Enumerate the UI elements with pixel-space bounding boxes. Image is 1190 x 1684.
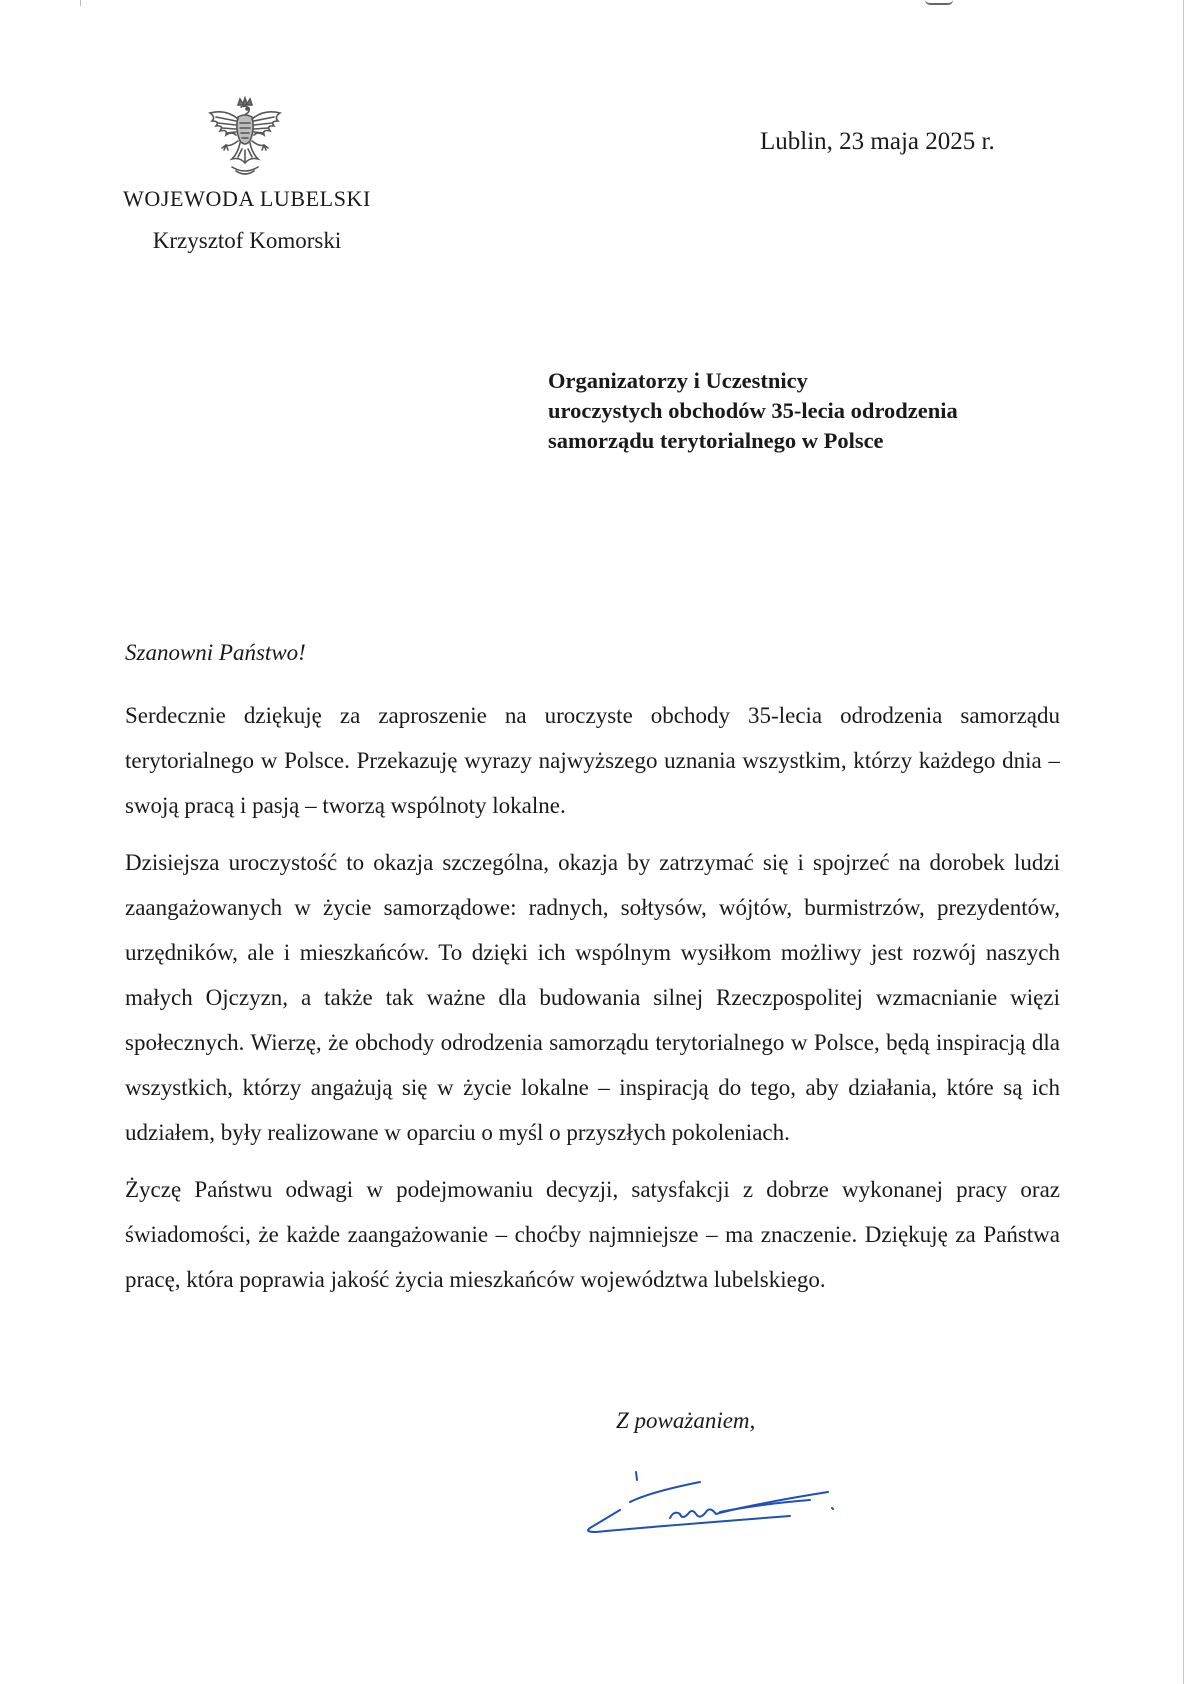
sender-office: WOJEWODA LUBELSKI bbox=[123, 186, 371, 211]
body-paragraph: Serdecznie dziękuję za zaproszenie na uroczyste obchody 35-lecia odrodzenia samorządu terytorialnego w Polsce. Przekazuję wyrazy najwyższego uznania wszystkim, którzy każdego dnia – swoją pracą i pasją – tworzą wspólnoty lokalne. bbox=[125, 703, 1060, 818]
recipient-block bbox=[548, 366, 958, 456]
sender-name: Krzysztof Komorski bbox=[152, 228, 342, 253]
recipient-line: samorządu terytorialnego w Polsce bbox=[548, 428, 884, 453]
scan-mark bbox=[925, 0, 953, 5]
recipient-line: uroczystych obchodów 35-lecia odrodzenia bbox=[548, 398, 958, 423]
scan-edge-line bbox=[1183, 0, 1184, 1684]
greeting: Szanowni Państwo! bbox=[125, 640, 306, 665]
body-paragraph: Dzisiejsza uroczystość to okazja szczególna, okazja by zatrzymać się i spojrzeć na dorobek ludzi zaangażowanych w życie samorządowe: radnych, sołtysów, wójtów, burmistrzów, prezydentów, urzędników, ale i mieszkańców. To dzięki ich wspólnym wysiłkom możliwy jest rozwój naszych małych Ojczyzn, a także tak ważne dla budowania silnej Rzeczpospolitej wzmacnianie więzi społecznych. Wierzę, że obchody odrodzenia samorządu terytorialnego w Polsce, będą inspiracją dla wszystkich, którzy angażują się w życie lokalne – inspiracją do tego, aby działania, które są ich udziałem, były realizowane w oparciu o myśl o przyszłych pokoleniach. bbox=[125, 850, 1060, 1145]
letter-date: Lublin, 23 maja 2025 r. bbox=[760, 128, 995, 155]
handwritten-signature-icon bbox=[570, 1462, 840, 1542]
recipient-line: Organizatorzy i Uczestnicy bbox=[548, 368, 808, 393]
letter-body bbox=[125, 693, 1060, 1314]
body-paragraph: Życzę Państwu odwagi w podejmowaniu decyzji, satysfakcji z dobrze wykonanej pracy oraz świadomości, że każde zaangażowanie – choćby najmniejsze – ma znaczenie. Dziękuję za Państwa pracę, która poprawia jakość życia mieszkańców województwa lubelskiego. bbox=[125, 1177, 1060, 1292]
polish-eagle-emblem-icon bbox=[202, 95, 288, 181]
closing-phrase: Z poważaniem, bbox=[616, 1408, 756, 1433]
scan-mark bbox=[80, 0, 81, 6]
